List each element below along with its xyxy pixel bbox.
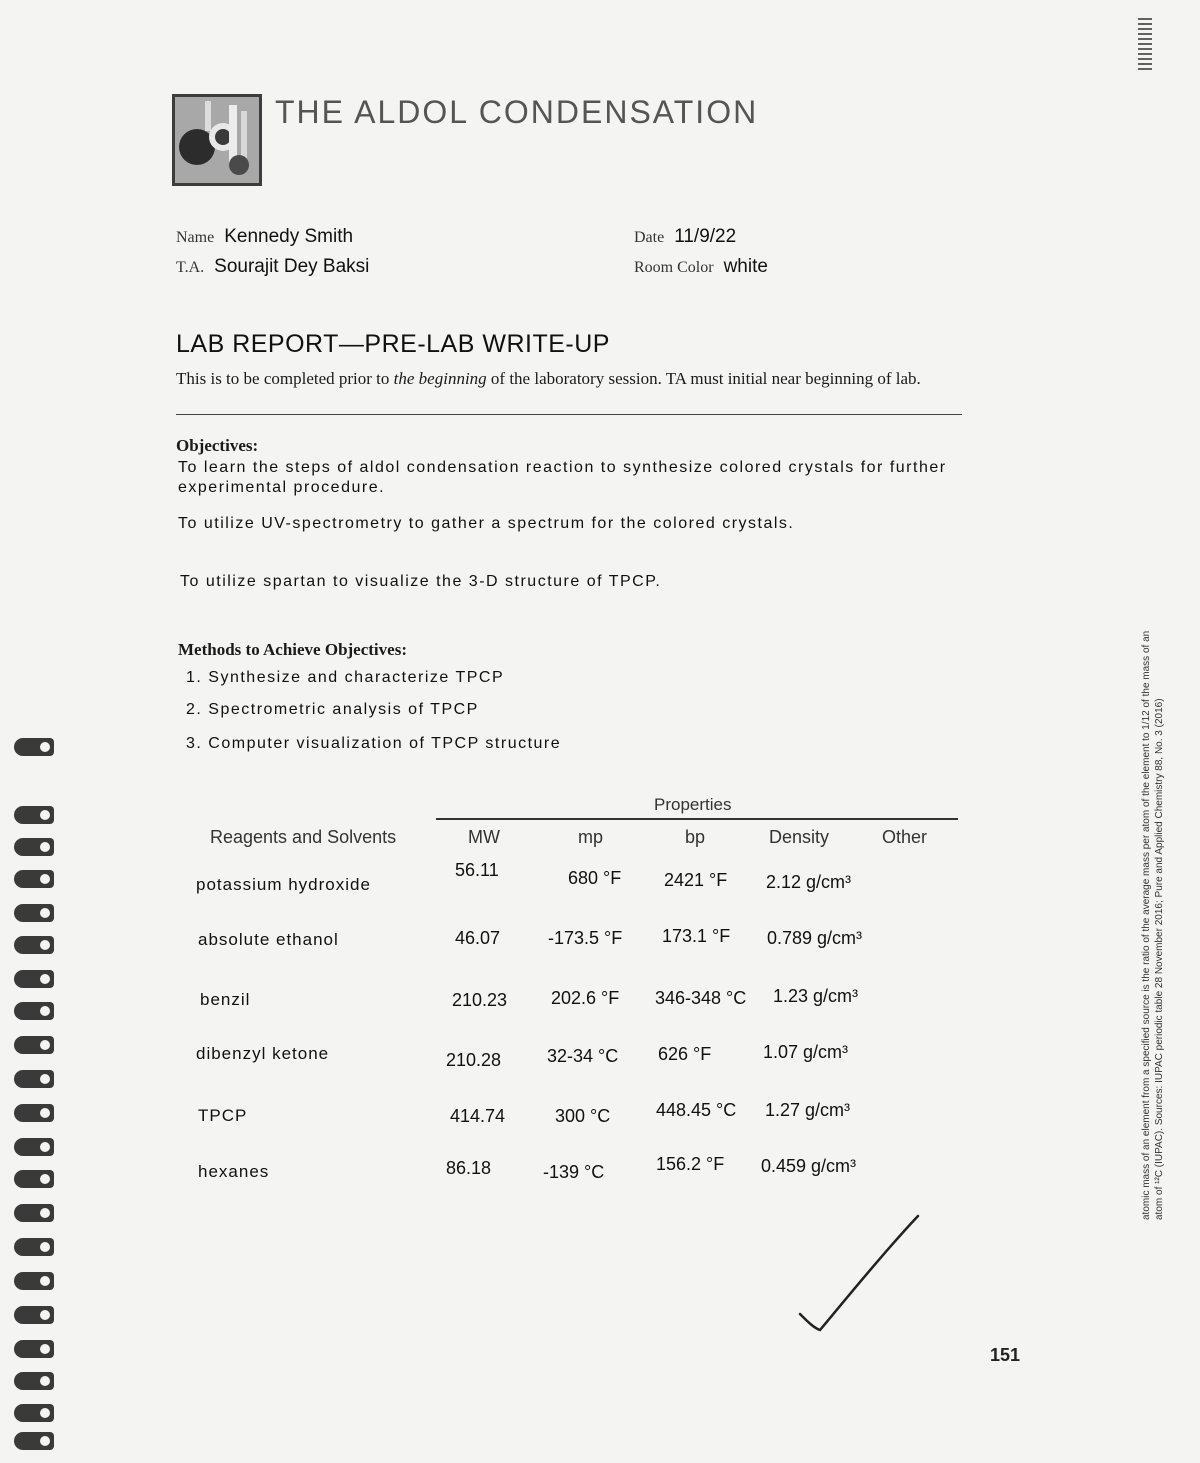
reagent-cell: absolute ethanol [198,930,339,949]
bp-cell: 626 °F [658,1044,712,1064]
reagent-cell: dibenzyl ketone [196,1044,330,1063]
mp-cell: -173.5 °F [548,928,623,948]
name-label: Name [176,229,215,246]
binding-ring [14,1204,54,1222]
mp-cell: 32-34 °C [547,1046,619,1066]
density-cell: 2.12 g/cm³ [766,872,852,892]
properties-label: Properties [654,795,732,814]
date-value: 11/9/22 [674,226,737,247]
mp-cell: -139 °C [543,1162,605,1182]
binding-ring [14,1340,54,1358]
objective-item: To utilize UV-spectrometry to gather a spectrum for the colored crystals. [178,515,795,532]
binding-ring [14,806,54,824]
page-number: 151 [990,1345,1021,1365]
binding-ring [14,936,54,954]
bp-cell: 173.1 °F [662,926,731,946]
binding-ring [14,1372,54,1390]
reagent-cell: potassium hydroxide [196,875,371,894]
date-field [634,226,736,248]
mw-cell: 210.23 [452,990,508,1010]
binding-ring [14,1104,54,1122]
side-note-line: atomic mass of an element from a specified source is the ratio of the average mass per atom of the element to 1/12 of the mass of an [1141,630,1152,1220]
binding-ring [14,970,54,988]
reagent-cell: hexanes [198,1162,270,1181]
objective-item: To utilize spartan to visualize the 3-D structure of TPCP. [180,573,662,590]
ta-checkmark-icon [790,1210,930,1340]
density-cell: 1.07 g/cm³ [763,1042,849,1062]
binding-ring [14,1170,54,1188]
instructions [176,368,966,390]
spiral-binding [0,720,60,1460]
divider [176,414,962,415]
instructions-emphasis: the beginning [393,369,487,388]
binding-ring [14,1070,54,1088]
binding-ring [14,1306,54,1324]
mw-cell: 210.28 [446,1050,502,1070]
objective-item: To learn the steps of aldol condensation reaction to synthesize colored crystals for further experimental procedure. [178,459,947,496]
side-note-line: atom of ¹²C (IUPAC). Sources: IUPAC periodic table 28 November 2016; Pure and Applied Chemistry 88, No. 3 (2016) [1154,698,1165,1220]
page-title: THE ALDOL CONDENSATION [275,94,759,130]
lab-apparatus-photo-icon [172,94,262,186]
edge-tab-mark [1138,18,1152,70]
binding-ring [14,1272,54,1290]
mw-cell: 46.07 [455,928,501,948]
binding-ring [14,1432,54,1450]
properties-rule [436,818,958,820]
ta-value: Sourajit Dey Baksi [214,256,370,277]
density-cell: 1.27 g/cm³ [765,1100,851,1120]
mp-cell: 680 °F [568,868,622,888]
reagents-header: Reagents and Solvents [210,827,397,847]
binding-ring [14,904,54,922]
room-color-label: Room Color [634,259,714,276]
binding-ring [14,1238,54,1256]
bp-cell: 156.2 °F [656,1154,725,1174]
bp-cell: 346-348 °C [655,988,747,1008]
mw-cell: 414.74 [450,1106,506,1126]
date-label: Date [634,229,665,246]
mw-cell: 56.11 [455,860,499,880]
column-header-other: Other [882,827,928,847]
mp-cell: 300 °C [555,1106,611,1126]
density-cell: 1.23 g/cm³ [773,986,859,1006]
bp-cell: 2421 °F [664,870,728,890]
binding-ring [14,870,54,888]
ta-field [176,256,369,278]
section-title: LAB REPORT—PRE-LAB WRITE-UP [176,330,610,358]
ta-label: T.A. [176,259,205,276]
binding-ring [14,1002,54,1020]
room-color-field [634,256,768,278]
mp-cell: 202.6 °F [551,988,620,1008]
methods-heading: Methods to Achieve Objectives: [178,640,407,659]
binding-ring [14,1404,54,1422]
density-cell: 0.789 g/cm³ [767,928,863,948]
instructions-text: of the laboratory session. TA must initial near beginning of lab. [486,369,921,388]
periodic-table-source-note [1140,460,1166,1220]
mw-cell: 86.18 [446,1158,492,1178]
reagent-cell: TPCP [198,1106,248,1125]
binding-ring [14,1036,54,1054]
instructions-text: This is to be completed prior to [176,369,394,388]
binding-ring [14,838,54,856]
objectives-heading: Objectives: [176,436,259,455]
column-header-density: Density [769,827,830,847]
name-value: Kennedy Smith [224,226,354,247]
binding-ring [14,1138,54,1156]
method-item: 2. Spectrometric analysis of TPCP [186,701,479,718]
method-item: 3. Computer visualization of TPCP structure [186,735,562,752]
density-cell: 0.459 g/cm³ [761,1156,857,1176]
name-field [176,226,353,248]
column-header-mp: mp [578,827,604,847]
reagent-cell: benzil [200,990,251,1009]
column-header-bp: bp [685,827,706,847]
column-header-mw: MW [468,827,500,847]
bp-cell: 448.45 °C [656,1100,737,1120]
binding-ring [14,738,54,756]
method-item: 1. Synthesize and characterize TPCP [186,669,505,686]
room-color-value: white [723,256,768,277]
